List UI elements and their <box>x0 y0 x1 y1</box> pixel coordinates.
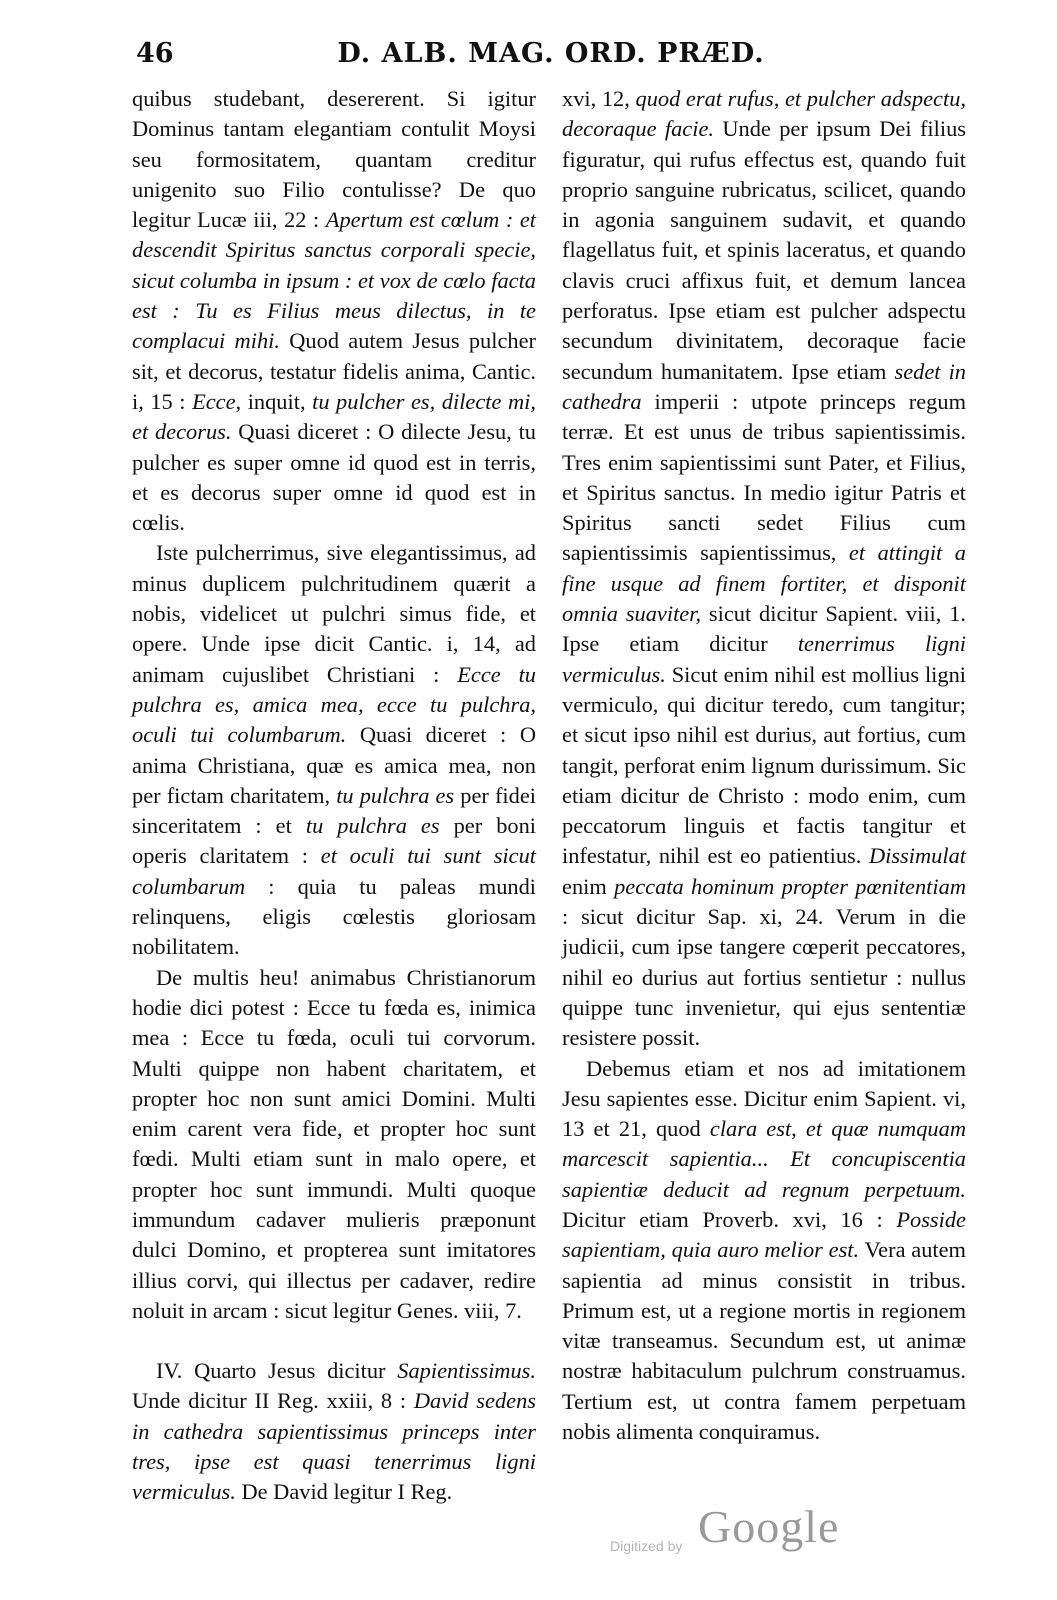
right-column <box>562 84 966 1447</box>
italic-quote: et oculi tui sunt sicut columbarum <box>132 843 536 899</box>
italic-quote: peccata hominum propter pœnitentiam <box>614 873 966 899</box>
right-paragraph-1 <box>562 84 966 1054</box>
text-run: sicut dicitur Sapient. viii, 1. Ipse etiam dicitur <box>562 601 967 657</box>
text-run: inquit, <box>241 388 313 414</box>
text-run: Quasi diceret : O anima Christiana, quæ es amica mea, non per fictam charitatem, <box>132 722 536 808</box>
italic-quote: Dissimulat <box>868 843 966 869</box>
text-run: Quasi diceret : O dilecte Jesu, tu pulcher es super omne id quod est in terris, et es decorus super omne id quod est in cœlis. <box>132 419 536 536</box>
italic-quote: Apertum est cœlum : et descendit Spiritus sanctus corporali specie, sicut columba in ipsum : et vox de cœlo facta est : Tu es Filius meus dilectus, in te complacui mihi. <box>132 207 536 354</box>
italic-quote: David sedens in cathedra sapientissimus princeps inter tres, ipse est quasi tenerrimus ligni vermiculus. <box>132 1388 536 1505</box>
text-run: Quod autem Jesus pulcher sit, et decorus, testatur fidelis anima, Cantic. i, 15 : <box>132 328 536 414</box>
text-run: Vera autem sapientia ad minus consistit in tribus. Primum est, ut a regione mortis in regionem vitæ transeamus. Secundum est, ut animæ nostræ habitaculum pulchrum construamus. Tertium est, ut contra famem perpetuam nobis alimenta conquiramus. <box>562 1237 966 1445</box>
text-run: IV. Quarto Jesus dicitur <box>156 1358 398 1384</box>
digitized-watermark <box>610 1500 870 1560</box>
left-paragraph-3 <box>132 963 536 1327</box>
text-run: per boni operis claritatem : <box>132 813 537 869</box>
italic-quote: sedet in cathedra <box>562 358 966 414</box>
italic-quote: Sapientissimus. <box>397 1358 536 1384</box>
right-paragraph-2 <box>562 1054 966 1448</box>
italic-quote: tenerrimus ligni vermiculus. <box>562 631 967 687</box>
text-run: Debemus etiam et nos ad imitationem Jesu sapientes esse. Dicitur enim Sapient. vi, 13 et 21, quod <box>562 1055 966 1142</box>
text-run: Unde dicitur II Reg. xxiii, 8 : <box>132 1388 414 1414</box>
text-run: imperii : utpote princeps regum terræ. Et est unus de tribus sapientissimis. Tres enim sapientissimi sunt Pater, et Filius, et Spiritus sanctus. In medio igitur Patris et Spiritus sancti sedet Filius cum sapientissimis sapientissimus, <box>562 388 966 566</box>
text-run: De multis heu! animabus Christianorum hodie dici potest : Ecce tu fœda es, inimica mea : Ecce tu fœda, oculi tui corvorum. Multi quippe non habent charitatem, et propter hoc non sunt amici Domini. Multi enim carent vera fide, et propter hoc sunt fœdi. Multi etiam sunt in malo opere, et propter hoc sunt immundi. Multi quoque immundum cadaver mulieris præponunt dulci Domino, et propterea sunt imitatores illius corvi, qui illectus per cadaver, redire noluit in arcam : sicut legitur Genes. viii, 7. <box>132 964 536 1323</box>
text-run: Iste pulcherrimus, sive elegantissimus, ad minus duplicem pulchritudinem quærit a nobis, videlicet ut pulchri simus fide, et opere. Unde ipse dicit Cantic. i, 14, ad animam cujuslibet Christiani : <box>132 540 536 687</box>
left-paragraph-1 <box>132 84 536 538</box>
text-run: quibus studebant, desererent. Si igitur Dominus tantam elegantiam contulit Moysi seu formositatem, quantam creditur unigenito suo Filio contulisse? De quo legitur Lucæ iii, 22 : <box>132 86 536 233</box>
italic-quote: Ecce tu pulchra es, amica mea, ecce tu pulchra, oculi tui columbarum. <box>132 661 536 748</box>
text-run: enim <box>562 873 615 899</box>
google-logo: Google <box>698 1501 840 1552</box>
text-run: per fidei sinceritatem : et <box>132 782 536 839</box>
left-paragraph-2 <box>132 538 536 962</box>
text-run: Dicitur etiam Proverb. xvi, 16 : <box>562 1206 897 1232</box>
page-header <box>136 38 966 78</box>
italic-quote: clara est, et quæ numquam marcescit sapientia... Et concupiscentia sapientiæ deducit ad regnum perpetuum. <box>562 1116 966 1202</box>
text-run: De David legitur I Reg. <box>235 1479 453 1505</box>
text-run: Unde per ipsum Dei filius figuratur, qui rufus effectus est, quando fuit proprio sanguine rubricatus, scilicet, quando in agonia sanguinem sudavit, et quando flagellatus fuit, et spinis laceratus, et quando clavis cruci affixus fuit, et demum lancea perforatus. Ipse etiam est pulcher adspectu secundum divinitatem, decoraque facie secundum humanitatem. Ipse etiam <box>562 116 966 384</box>
italic-quote: tu pulcher es, dilecte mi, et decorus. <box>132 388 536 445</box>
text-run: xvi, 12, <box>562 86 636 111</box>
left-column <box>132 84 536 1508</box>
italic-quote: tu pulchra es <box>336 782 455 808</box>
italic-quote: tu pulchra es <box>305 813 440 839</box>
digitized-by-label: Digitized by <box>610 1538 683 1554</box>
text-run: : sicut dicitur Sap. xi, 24. Verum in die judicii, cum ipse tangere cœperit peccatores, nihil eo durius aut fortius sentietur : nullus quippe tunc invenietur, qui ejus sententiæ resistere possit. <box>562 904 966 1051</box>
italic-quote: Ecce, <box>192 388 242 414</box>
italic-quote: quod erat rufus, et pulcher adspectu, decoraque facie. <box>562 86 966 142</box>
page-number: 46 <box>136 38 174 69</box>
italic-quote: Posside sapientiam, quia auro melior est. <box>562 1206 966 1263</box>
italic-quote: et attingit a fine usque ad finem fortiter, et disponit omnia suaviter, <box>562 540 966 627</box>
running-head: D. ALB. MAG. ORD. PRÆD. <box>337 38 765 69</box>
text-run: Sicut enim nihil est mollius ligni vermiculo, qui dicitur teredo, cum tangitur; et sicut ipso nihil est durius, aut fortius, cum tangit, perforat enim lignum durissimum. Sic etiam dicitur de Christo : modo enim, cum peccatorum linguis et factis tangitur et infestatur, nihil est eo patientius. <box>562 661 966 869</box>
text-run: : quia tu paleas mundi relinquens, eligis cœlestis gloriosam nobilitatem. <box>132 873 536 960</box>
left-paragraph-4 <box>132 1356 536 1507</box>
